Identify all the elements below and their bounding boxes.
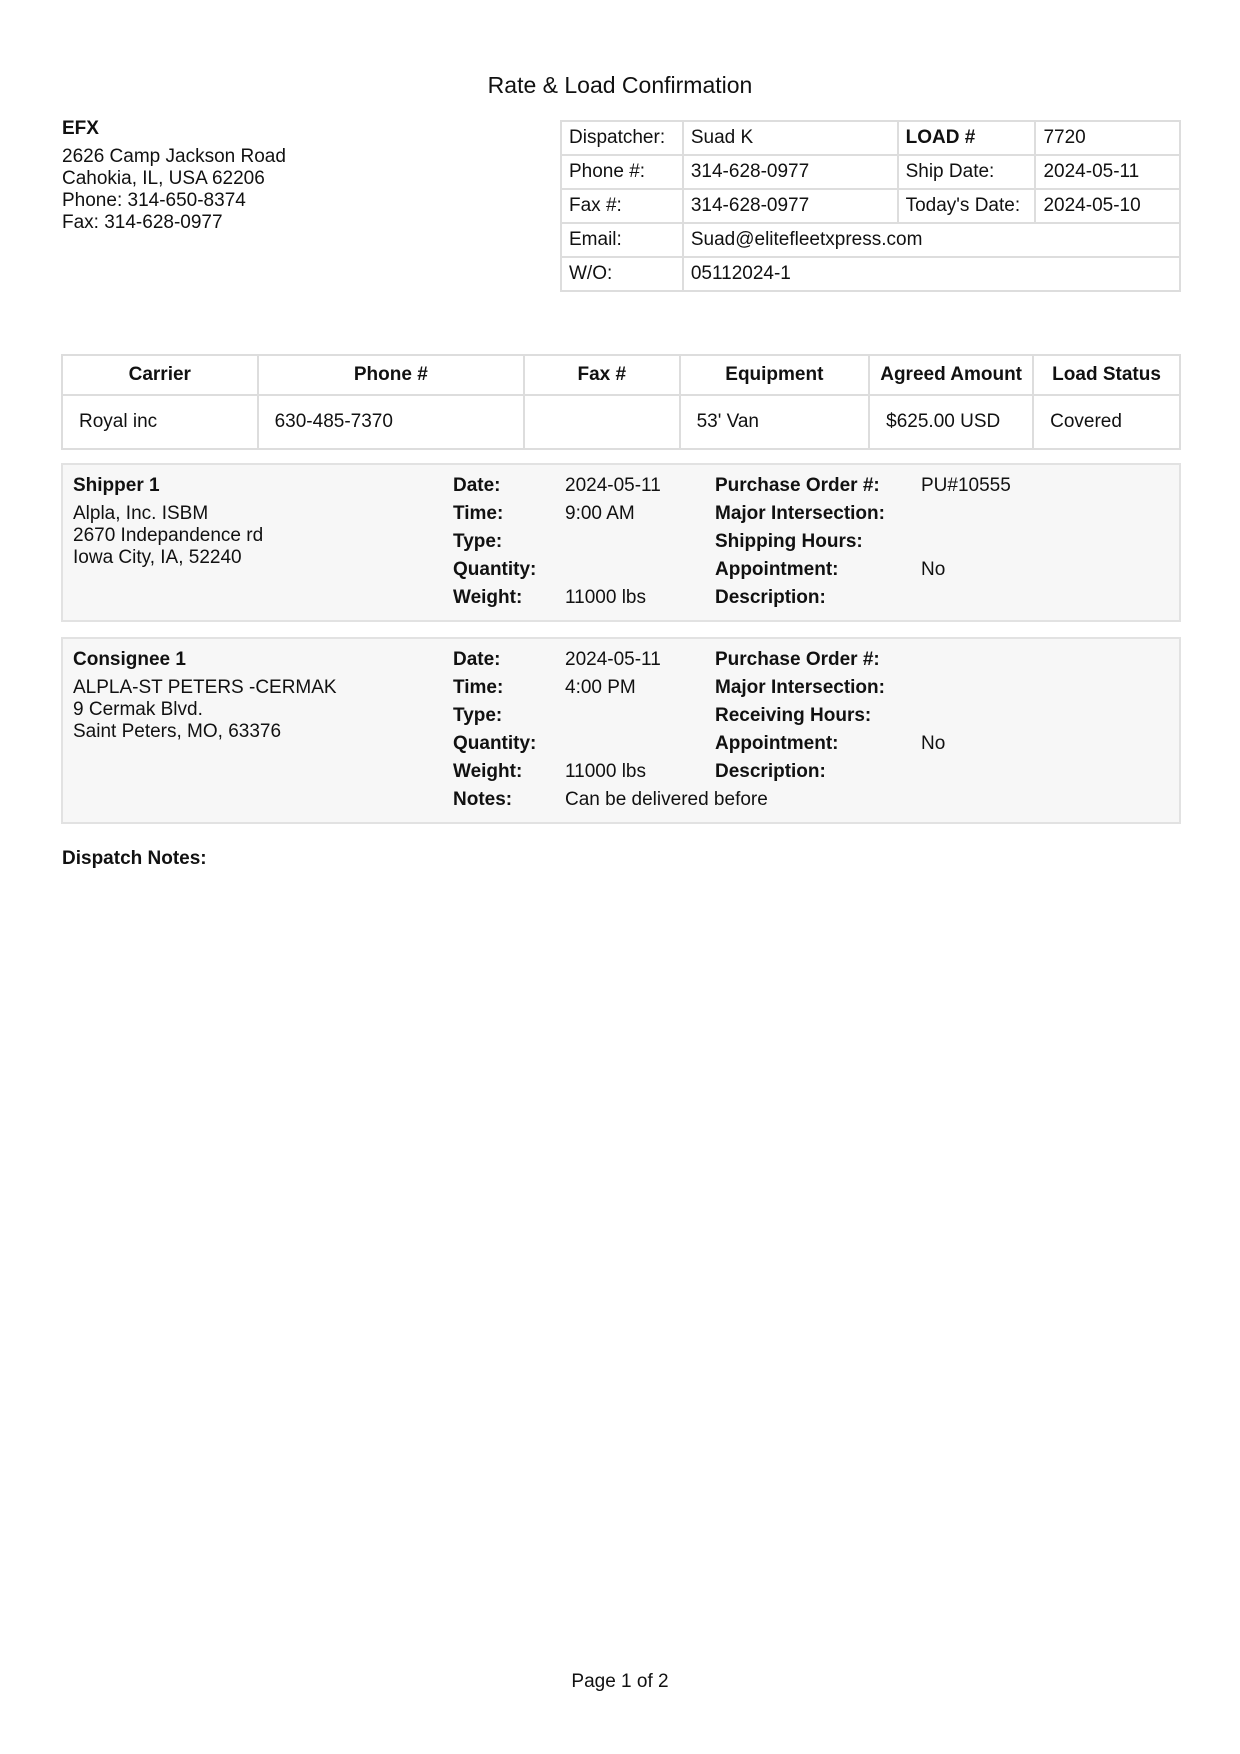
consignee-appointment-value: No (921, 733, 946, 754)
page-number: Page 1 of 2 (571, 1671, 669, 1692)
consignee-weight-value: 11000 lbs (565, 761, 646, 782)
consignee-po-label: Purchase Order #: (715, 649, 880, 670)
shipper-major-intersection-label: Major Intersection: (715, 503, 885, 524)
email-value: Suad@elitefleetxpress.com (683, 223, 1180, 257)
dispatch-info-table (560, 120, 1181, 292)
consignee-notes-value: Can be delivered before (565, 789, 768, 810)
shipper-address-line2: Iowa City, IA, 52240 (73, 547, 242, 568)
shipper-time-value: 9:00 AM (565, 503, 635, 524)
shipper-appointment-value: No (921, 559, 946, 580)
ship-date-value: 2024-05-11 (1035, 155, 1180, 189)
shipper-weight-label: Weight: (453, 587, 523, 608)
company-phone: Phone: 314-650-8374 (62, 190, 246, 211)
shipper-po-value: PU#10555 (921, 475, 1011, 496)
company-name: EFX (62, 118, 99, 139)
company-address-line1: 2626 Camp Jackson Road (62, 146, 286, 167)
consignee-time-label: Time: (453, 677, 504, 698)
consignee-heading: Consignee 1 (73, 649, 186, 670)
phone-label: Phone #: (561, 155, 683, 189)
shipper-time-label: Time: (453, 503, 504, 524)
consignee-description-label: Description: (715, 761, 826, 782)
shipper-weight-value: 11000 lbs (565, 587, 646, 608)
email-label: Email: (561, 223, 683, 257)
ship-date-label: Ship Date: (898, 155, 1036, 189)
fax-label: Fax #: (561, 189, 683, 223)
shipper-description-label: Description: (715, 587, 826, 608)
consignee-box (61, 637, 1181, 824)
phone-value: 314-628-0977 (683, 155, 898, 189)
consignee-weight-label: Weight: (453, 761, 523, 782)
company-address-line2: Cahokia, IL, USA 62206 (62, 168, 265, 189)
consignee-quantity-label: Quantity: (453, 733, 537, 754)
company-fax: Fax: 314-628-0977 (62, 212, 223, 233)
wo-value: 05112024-1 (683, 257, 1180, 291)
header-carrier: Carrier (62, 355, 258, 395)
load-number-label: LOAD # (898, 121, 1036, 155)
consignee-type-label: Type: (453, 705, 503, 726)
carrier-name: Royal inc (62, 395, 258, 449)
header-equipment: Equipment (680, 355, 870, 395)
consignee-time-value: 4:00 PM (565, 677, 636, 698)
header-fax: Fax # (524, 355, 680, 395)
load-number-value: 7720 (1035, 121, 1180, 155)
shipper-quantity-label: Quantity: (453, 559, 537, 580)
shipper-box (61, 463, 1181, 622)
shipper-appointment-label: Appointment: (715, 559, 839, 580)
consignee-appointment-label: Appointment: (715, 733, 839, 754)
company-block (62, 118, 286, 234)
shipper-date-value: 2024-05-11 (565, 475, 661, 496)
consignee-name: ALPLA-ST PETERS -CERMAK (73, 677, 337, 698)
consignee-notes-label: Notes: (453, 789, 513, 810)
page-title: Rate & Load Confirmation (487, 72, 753, 98)
consignee-hours-label: Receiving Hours: (715, 705, 872, 726)
carrier-phone: 630-485-7370 (258, 395, 524, 449)
carrier-equipment: 53' Van (680, 395, 870, 449)
dispatcher-label: Dispatcher: (561, 121, 683, 155)
shipper-po-label: Purchase Order #: (715, 475, 880, 496)
dispatcher-value: Suad K (683, 121, 898, 155)
consignee-address-line2: Saint Peters, MO, 63376 (73, 721, 282, 742)
consignee-date-label: Date: (453, 649, 501, 670)
carrier-table-header (62, 355, 1180, 395)
header-load-status: Load Status (1033, 355, 1180, 395)
todays-date-label: Today's Date: (898, 189, 1036, 223)
table-row (62, 395, 1180, 449)
wo-label: W/O: (561, 257, 683, 291)
shipper-heading: Shipper 1 (73, 475, 160, 496)
header-agreed-amount: Agreed Amount (869, 355, 1033, 395)
consignee-address-line1: 9 Cermak Blvd. (73, 699, 203, 720)
carrier-fax (524, 395, 680, 449)
shipper-hours-label: Shipping Hours: (715, 531, 863, 552)
shipper-type-label: Type: (453, 531, 503, 552)
todays-date-value: 2024-05-10 (1035, 189, 1180, 223)
shipper-date-label: Date: (453, 475, 501, 496)
shipper-name: Alpla, Inc. ISBM (73, 503, 209, 524)
carrier-agreed-amount: $625.00 USD (869, 395, 1033, 449)
carrier-load-status: Covered (1033, 395, 1180, 449)
dispatch-notes-label: Dispatch Notes: (62, 848, 207, 869)
consignee-date-value: 2024-05-11 (565, 649, 661, 670)
consignee-major-intersection-label: Major Intersection: (715, 677, 885, 698)
shipper-address-line1: 2670 Indepandence rd (73, 525, 264, 546)
carrier-table (61, 354, 1181, 450)
fax-value: 314-628-0977 (683, 189, 898, 223)
header-phone: Phone # (258, 355, 524, 395)
